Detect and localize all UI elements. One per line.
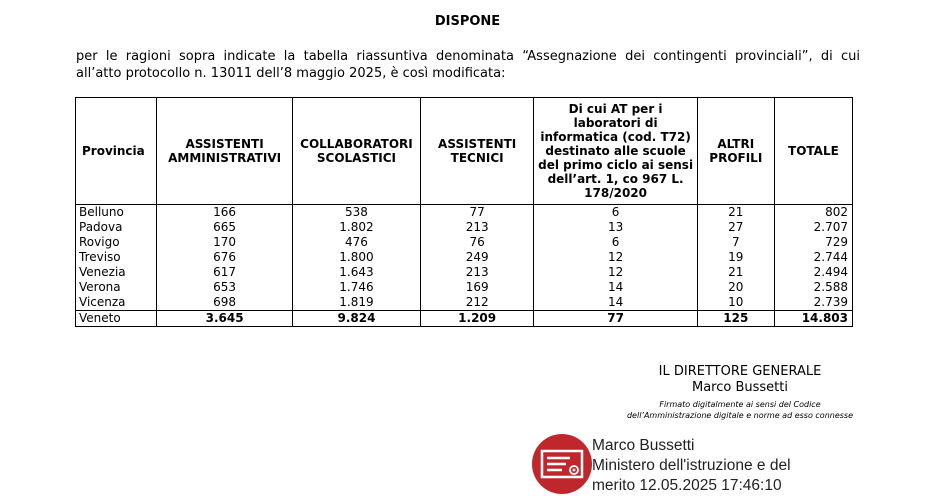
table-total-row [76,311,853,327]
cell-assistenti-amministrativi: 170 [157,235,293,250]
cell-altri-profili: 21 [697,205,774,221]
cell-altri-profili: 20 [697,280,774,295]
cell-provincia: Rovigo [76,235,157,250]
cell-at-t72: 77 [534,311,697,327]
allocation-table [75,97,853,327]
envelope-at-icon [540,448,584,480]
cell-assistenti-tecnici: 1.209 [420,311,534,327]
stamp-line-3: merito 12.05.2025 17:46:10 [592,477,782,494]
intro-paragraph [76,48,860,82]
cell-assistenti-tecnici: 169 [420,280,534,295]
cell-totale: 2.744 [774,250,852,265]
cell-collaboratori-scolastici: 1.746 [293,280,421,295]
cell-totale: 2.588 [774,280,852,295]
table-row [76,220,853,235]
header-assistenti-tecnici: ASSISTENTI TECNICI [420,98,534,205]
cell-provincia: Verona [76,280,157,295]
cell-provincia: Veneto [76,311,157,327]
cell-assistenti-amministrativi: 665 [157,220,293,235]
cell-at-t72: 6 [534,235,697,250]
cell-assistenti-tecnici: 76 [420,235,534,250]
cell-altri-profili: 27 [697,220,774,235]
cell-totale: 2.494 [774,265,852,280]
table-row [76,280,853,295]
cell-provincia: Treviso [76,250,157,265]
cell-at-t72: 14 [534,280,697,295]
stamp-text [592,436,791,496]
cell-collaboratori-scolastici: 1.643 [293,265,421,280]
cell-provincia: Padova [76,220,157,235]
cell-collaboratori-scolastici: 1.819 [293,295,421,311]
cell-at-t72: 13 [534,220,697,235]
cell-assistenti-tecnici: 212 [420,295,534,311]
table-row [76,250,853,265]
dispone-heading: DISPONE [434,14,501,29]
cell-altri-profili: 10 [697,295,774,311]
table-header-row [76,98,853,205]
header-altri-profili: ALTRI PROFILI [697,98,774,205]
cell-assistenti-amministrativi: 617 [157,265,293,280]
cell-collaboratori-scolastici: 1.802 [293,220,421,235]
cell-provincia: Venezia [76,265,157,280]
cell-assistenti-tecnici: 77 [420,205,534,221]
cell-provincia: Belluno [76,205,157,221]
stamp-line-2: Ministero dell'istruzione e del [592,457,791,474]
header-provincia: Provincia [76,98,157,205]
cell-assistenti-tecnici: 249 [420,250,534,265]
cell-totale: 14.803 [774,311,852,327]
cell-collaboratori-scolastici: 1.800 [293,250,421,265]
cell-assistenti-amministrativi: 3.645 [157,311,293,327]
signature-block [560,364,920,421]
cell-totale: 2.739 [774,295,852,311]
cell-totale: 2.707 [774,220,852,235]
cell-altri-profili: 7 [697,235,774,250]
digital-signature-stamp [532,434,592,494]
header-di-cui-at-t72: Di cui AT per i laboratori di informatica (cod. T72) destinato alle scuole del primo ciclo ai sensi dell’art. 1, co 967 L. 178/2020 [534,98,697,205]
cell-collaboratori-scolastici: 9.824 [293,311,421,327]
cell-totale: 802 [774,205,852,221]
cell-at-t72: 6 [534,205,697,221]
stamp-line-1: Marco Bussetti [592,437,695,454]
digital-signature-note [560,399,920,421]
cell-assistenti-amministrativi: 676 [157,250,293,265]
signer-name: Marco Bussetti [692,380,788,395]
cell-at-t72: 14 [534,295,697,311]
table-row [76,295,853,311]
table-row [76,205,853,221]
header-totale: TOTALE [774,98,852,205]
cell-collaboratori-scolastici: 538 [293,205,421,221]
header-assistenti-amministrativi: ASSISTENTI AMMINISTRATIVI [157,98,293,205]
cell-assistenti-amministrativi: 166 [157,205,293,221]
cell-assistenti-tecnici: 213 [420,220,534,235]
cell-totale: 729 [774,235,852,250]
cell-altri-profili: 19 [697,250,774,265]
note-line-1: Firmato digitalmente ai sensi del Codice [659,400,821,409]
header-collaboratori-scolastici: COLLABORATORI SCOLASTICI [293,98,421,205]
table-row [76,265,853,280]
cell-altri-profili: 21 [697,265,774,280]
cell-at-t72: 12 [534,250,697,265]
cell-collaboratori-scolastici: 476 [293,235,421,250]
note-line-2: dell’Amministrazione digitale e norme ad esso connesse [626,411,854,420]
cell-assistenti-tecnici: 213 [420,265,534,280]
cell-assistenti-amministrativi: 653 [157,280,293,295]
intro-line-2: all’atto protocollo n. 13011 dell’8 maggio 2025, è così modificata: [76,66,506,81]
cell-altri-profili: 125 [697,311,774,327]
cell-at-t72: 12 [534,265,697,280]
signer-role: IL DIRETTORE GENERALE [658,364,822,379]
cell-assistenti-amministrativi: 698 [157,295,293,311]
cell-provincia: Vicenza [76,295,157,311]
table-row [76,235,853,250]
intro-line-1: per le ragioni sopra indicate la tabella riassuntiva denominata “Assegnazione dei contingenti provinciali”, di cui [76,49,860,64]
